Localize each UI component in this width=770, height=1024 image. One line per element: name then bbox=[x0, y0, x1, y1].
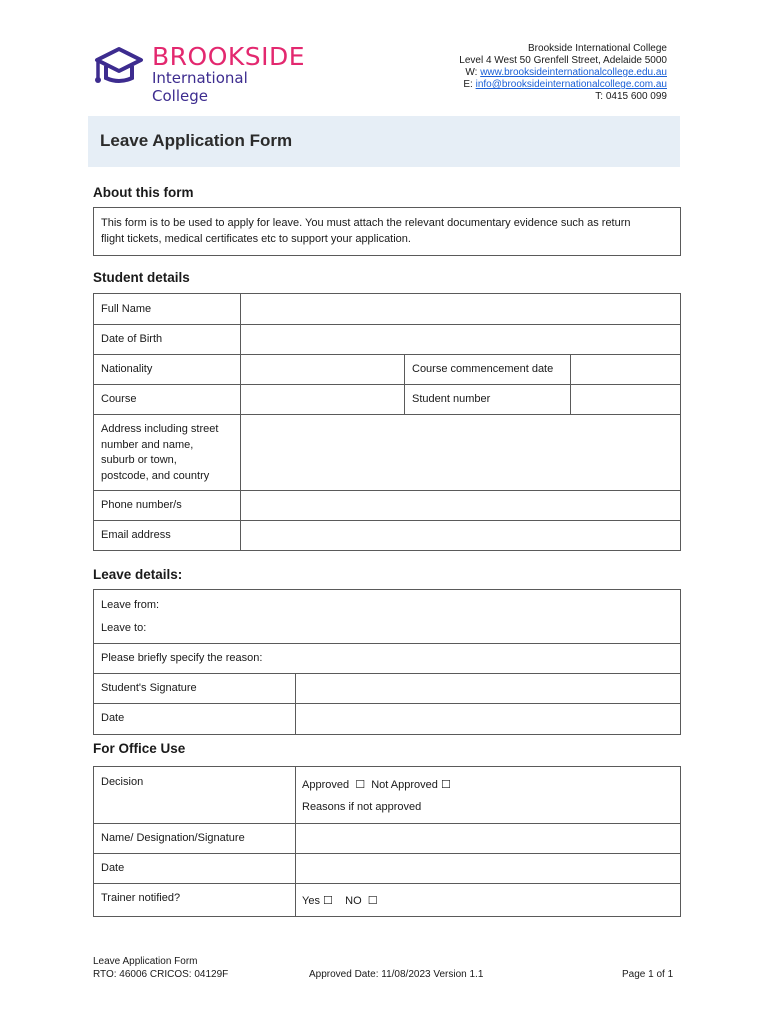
approval-options bbox=[302, 777, 451, 794]
nationality-field[interactable] bbox=[241, 355, 404, 384]
email-line bbox=[459, 79, 667, 91]
college-logo bbox=[94, 42, 306, 105]
commencement-field[interactable] bbox=[571, 355, 680, 384]
full-name-field[interactable] bbox=[241, 294, 680, 324]
student-table bbox=[93, 293, 681, 551]
email-field[interactable] bbox=[241, 521, 680, 550]
decision-label: Decision bbox=[101, 776, 144, 788]
commencement-label: Course commencement date bbox=[412, 363, 554, 375]
email-link[interactable]: info@brooksideinternationalcollege.com.au bbox=[475, 79, 667, 90]
about-text-line1: This form is to be used to apply for leave. You must attach the relevant documentary evidence such as return bbox=[101, 217, 631, 229]
footer-form-name: Leave Application Form bbox=[93, 956, 198, 967]
form-title: Leave Application Form bbox=[100, 131, 293, 150]
no-label: NO bbox=[345, 895, 362, 907]
course-field[interactable] bbox=[241, 385, 404, 414]
office-heading: For Office Use bbox=[93, 741, 186, 756]
approved-checkbox[interactable]: ☐ bbox=[355, 778, 366, 791]
leave-to-label: Leave to: bbox=[101, 622, 147, 634]
dob-label: Date of Birth bbox=[101, 333, 163, 345]
office-date-label: Date bbox=[101, 862, 125, 874]
not-approved-label: Not Approved bbox=[371, 779, 438, 791]
leave-from-label: Leave from: bbox=[101, 599, 160, 611]
yes-checkbox[interactable]: ☐ bbox=[323, 894, 333, 907]
footer-rto: RTO: 46006 CRICOS: 04129F bbox=[93, 969, 229, 980]
about-heading: About this form bbox=[93, 185, 194, 200]
footer-left bbox=[93, 955, 228, 981]
phone-label: Phone number/s bbox=[101, 499, 182, 511]
reasons-label: Reasons if not approved bbox=[302, 801, 422, 813]
nationality-label: Nationality bbox=[101, 363, 153, 375]
phone-line: T: 0415 600 099 bbox=[595, 91, 667, 102]
college-address: Level 4 West 50 Grenfell Street, Adelaide 5000 bbox=[459, 55, 667, 66]
about-box bbox=[93, 207, 681, 256]
email-label: Email address bbox=[101, 529, 171, 541]
contact-block bbox=[459, 43, 667, 103]
phone-field[interactable] bbox=[241, 491, 680, 520]
email-prefix: E: bbox=[463, 79, 476, 90]
dob-field[interactable] bbox=[241, 325, 680, 354]
leave-date-label: Date bbox=[101, 712, 125, 724]
reason-label: Please briefly specify the reason: bbox=[101, 652, 263, 664]
address-label-line2: number and name, bbox=[101, 438, 194, 451]
logo-subtitle: International College bbox=[152, 69, 248, 105]
leave-heading: Leave details: bbox=[93, 567, 183, 582]
trainer-label: Trainer notified? bbox=[101, 892, 181, 904]
office-date-field[interactable] bbox=[296, 854, 680, 883]
approved-label: Approved bbox=[302, 779, 350, 791]
leave-table bbox=[93, 589, 681, 735]
address-label-line1: Address including street bbox=[101, 423, 219, 435]
student-number-label: Student number bbox=[412, 393, 491, 405]
full-name-label: Full Name bbox=[101, 303, 152, 315]
leave-date-field[interactable] bbox=[296, 704, 680, 734]
logo-wordmark: BROOKSIDE bbox=[152, 42, 306, 71]
name-designation-field[interactable] bbox=[296, 824, 680, 853]
address-label-line3: suburb or town, bbox=[101, 454, 177, 466]
student-heading: Student details bbox=[93, 270, 190, 285]
footer-approved-date: Approved Date: 11/08/2023 Version 1.1 bbox=[309, 969, 484, 980]
yes-label: Yes bbox=[302, 895, 320, 907]
address-field[interactable] bbox=[241, 415, 680, 490]
website-line bbox=[459, 67, 667, 79]
course-label: Course bbox=[101, 393, 137, 405]
signature-field[interactable] bbox=[296, 674, 680, 703]
graduation-cap-icon bbox=[94, 44, 148, 90]
trainer-options bbox=[302, 893, 378, 910]
no-checkbox[interactable]: ☐ bbox=[367, 894, 378, 907]
student-number-field[interactable] bbox=[571, 385, 680, 414]
website-prefix: W: bbox=[465, 67, 481, 78]
about-text-line2: flight tickets, medical certificates etc to support your application. bbox=[101, 233, 411, 245]
footer-page-number: Page 1 of 1 bbox=[622, 969, 674, 980]
college-name: Brookside International College bbox=[528, 43, 667, 54]
not-approved-checkbox[interactable]: ☐ bbox=[440, 778, 451, 791]
office-table bbox=[93, 766, 681, 917]
website-link[interactable]: www.brooksideinternationalcollege.edu.au bbox=[480, 67, 667, 78]
name-designation-label: Name/ Designation/Signature bbox=[101, 832, 245, 844]
address-label-line4: postcode, and country bbox=[101, 469, 210, 482]
title-bar bbox=[88, 116, 680, 167]
signature-label: Student's Signature bbox=[101, 682, 197, 694]
